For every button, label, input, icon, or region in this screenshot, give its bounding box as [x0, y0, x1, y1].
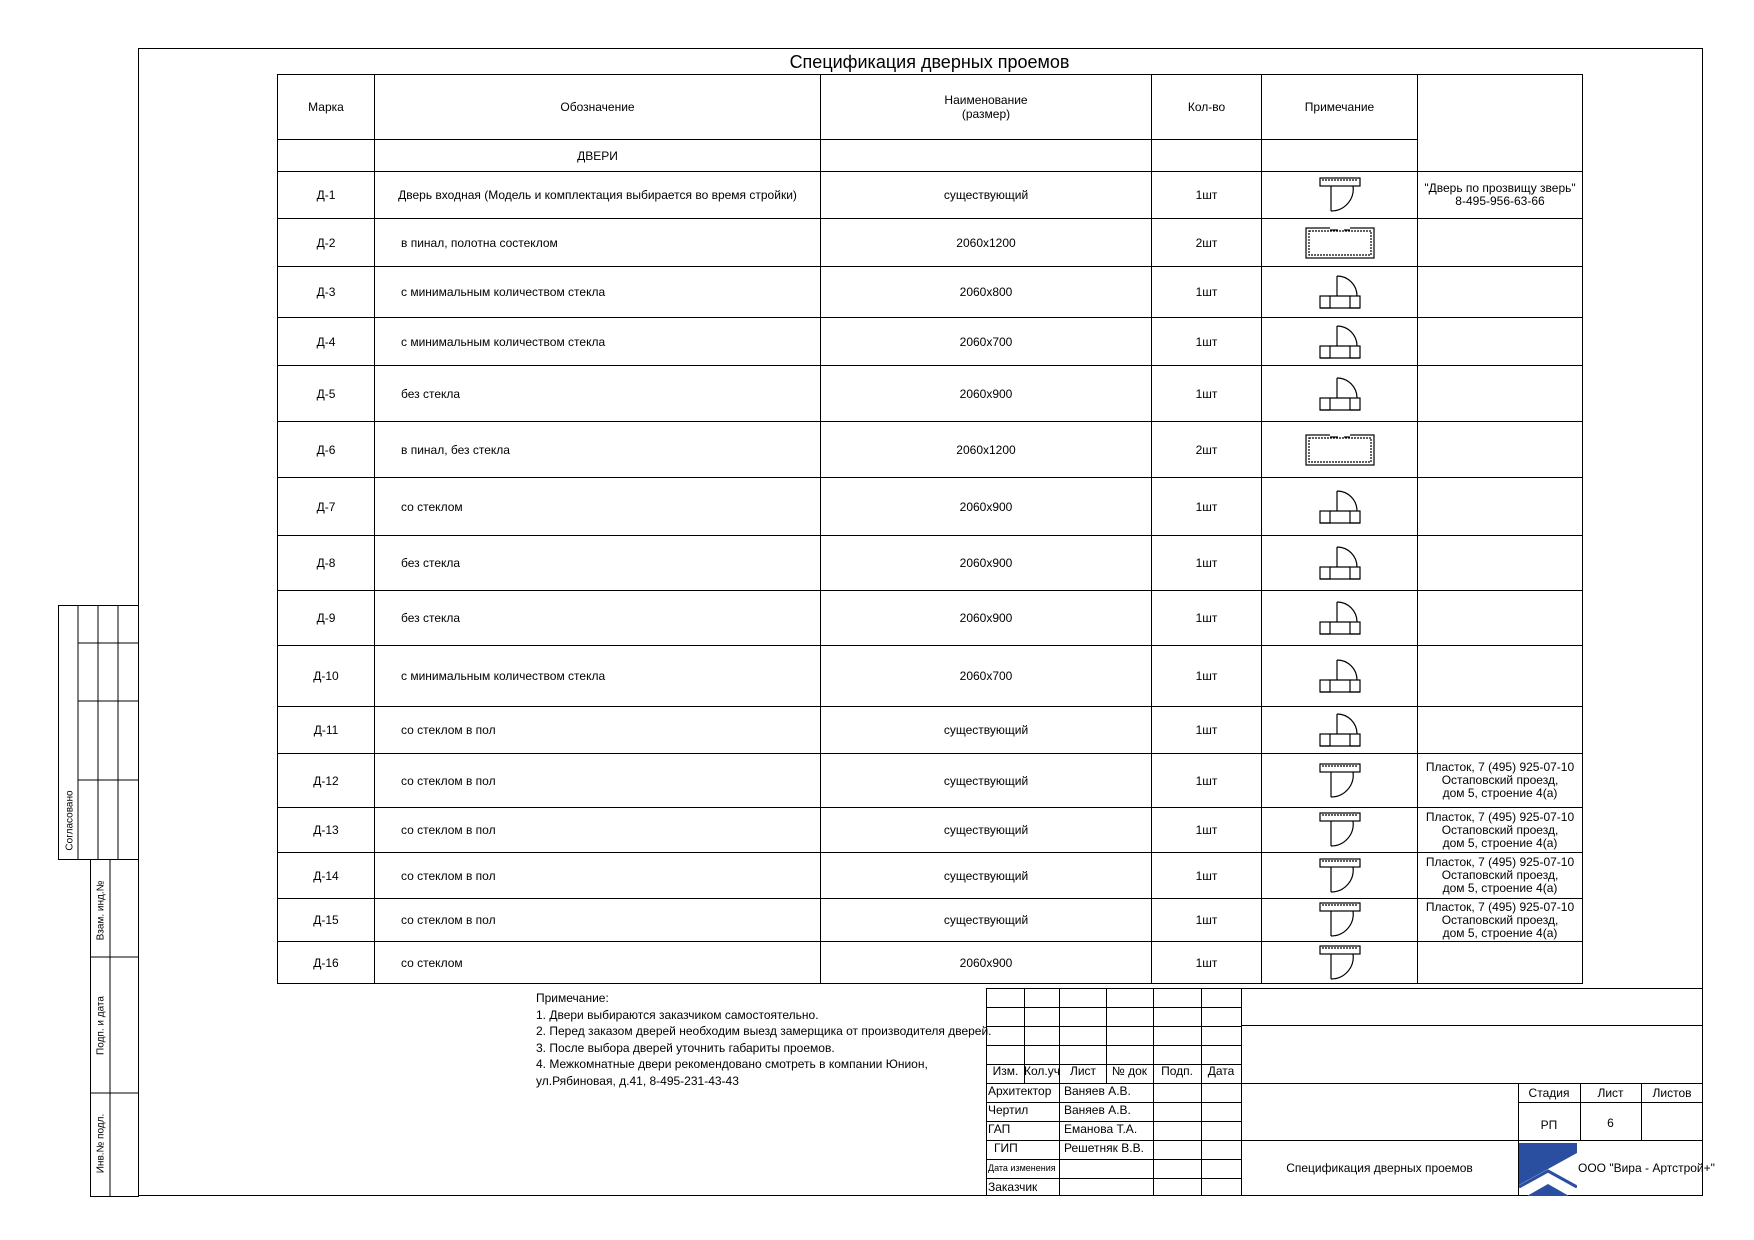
header-note: Примечание — [1262, 75, 1418, 140]
row-size: существующий — [821, 172, 1152, 219]
section-title: ДВЕРИ — [375, 140, 821, 172]
header-mark: Марка — [278, 75, 375, 140]
row-mark: Д-3 — [278, 267, 375, 318]
row-mark: Д-14 — [278, 853, 375, 899]
row-qty: 1шт — [1152, 591, 1262, 646]
row-mark: Д-12 — [278, 754, 375, 808]
row-qty: 1шт — [1152, 754, 1262, 808]
note-item-2: 2. Перед заказом дверей необходим выезд замерщика от производителя дверей. — [536, 1024, 992, 1038]
row-designation: в пинал, полотна состеклом — [375, 219, 821, 267]
header-name-line1: Наименование — [944, 93, 1028, 107]
row-designation: без стекла — [375, 591, 821, 646]
row-designation: с минимальным количеством стекла — [375, 646, 821, 707]
row-designation: со стеклом в пол — [375, 754, 821, 808]
row-note-line: Пласток, 7 (495) 925-07-10 — [1425, 899, 1575, 914]
row-note-line: Пласток, 7 (495) 925-07-10 — [1425, 809, 1575, 824]
row-note-line: Пласток, 7 (495) 925-07-10 — [1425, 760, 1575, 774]
company-name: ООО "Вира - Артстрой+" — [1578, 1161, 1715, 1175]
row-designation: со стеклом — [375, 942, 821, 984]
row-note-line: дом 5, строение 4(а) — [1442, 881, 1558, 895]
col-date: Дата — [1207, 1064, 1235, 1078]
row-mark: Д-5 — [278, 366, 375, 422]
row-note-line: "Дверь по прозвищу зверь" — [1424, 181, 1576, 195]
row-note-line: дом 5, строение 4(а) — [1442, 786, 1558, 800]
row-note-line: Остаповский проезд, — [1441, 773, 1559, 787]
notes-heading: Примечание: — [536, 991, 609, 1005]
row-designation: со стеклом в пол — [375, 899, 821, 942]
role-gip: ГИП — [994, 1141, 1018, 1155]
col-sign: Подп. — [1161, 1064, 1193, 1078]
row-size: существующий — [821, 853, 1152, 899]
row-size: 2060х700 — [821, 318, 1152, 366]
name-gap: Еманова Т.А. — [1064, 1122, 1138, 1136]
row-designation: со стеклом в пол — [375, 853, 821, 899]
name-gip: Решетняк В.В. — [1064, 1141, 1144, 1155]
row-qty: 1шт — [1152, 707, 1262, 754]
row-qty: 2шт — [1152, 219, 1262, 267]
note-item-1: 1. Двери выбираются заказчиком самостоятельно. — [536, 1007, 819, 1022]
row-mark: Д-2 — [278, 219, 375, 267]
col-list: Лист — [1069, 1064, 1097, 1078]
row-designation: Дверь входная (Модель и комплектация выбирается во время стройки) — [375, 172, 821, 219]
sheet-label: Лист — [1597, 1086, 1624, 1100]
row-mark: Д-7 — [278, 478, 375, 536]
role-client: Заказчик — [988, 1180, 1038, 1194]
row-mark: Д-13 — [278, 808, 375, 853]
row-size: 2060х700 — [821, 646, 1152, 707]
row-qty: 1шт — [1152, 808, 1262, 853]
row-size: существующий — [821, 754, 1152, 808]
row-designation: без стекла — [375, 536, 821, 591]
row-mark: Д-4 — [278, 318, 375, 366]
row-size: 2060х900 — [821, 366, 1152, 422]
sheet-value: 6 — [1607, 1116, 1614, 1130]
row-mark: Д-9 — [278, 591, 375, 646]
row-mark: Д-10 — [278, 646, 375, 707]
row-size: 2060х1200 — [821, 219, 1152, 267]
row-qty: 1шт — [1152, 646, 1262, 707]
note-item-5: ул.Рябиновая, д.41, 8-495-231-43-43 — [536, 1073, 739, 1088]
header-qty: Кол-во — [1152, 75, 1262, 140]
col-kol-uch: Кол.уч — [1024, 1064, 1060, 1078]
col-izm: Изм. — [992, 1064, 1019, 1078]
name-architect: Ваняев А.В. — [1064, 1084, 1131, 1098]
row-size: существующий — [821, 707, 1152, 754]
row-size: 2060х900 — [821, 942, 1152, 984]
company-logo-icon — [1519, 1141, 1577, 1196]
row-note-line: 8-495-956-63-66 — [1455, 194, 1545, 208]
row-note-line: Остаповский проезд, — [1441, 912, 1559, 927]
header-designation: Обозначение — [375, 75, 821, 140]
row-qty: 2шт — [1152, 422, 1262, 478]
row-designation: со стеклом в пол — [375, 808, 821, 853]
note-item-3: 3. После выбора дверей уточнить габариты проемов. — [536, 1040, 835, 1055]
row-designation: с минимальным количеством стекла — [375, 318, 821, 366]
role-drafter: Чертил — [988, 1103, 1029, 1117]
stage-value: РП — [1540, 1118, 1558, 1132]
row-mark: Д-15 — [278, 899, 375, 942]
row-size: 2060х800 — [821, 267, 1152, 318]
row-designation: со стеклом — [375, 478, 821, 536]
header-name-line2: (размер) — [961, 107, 1011, 121]
name-drafter: Ваняев А.В. — [1064, 1103, 1131, 1117]
sign-date-label: Подп. и дата — [95, 996, 107, 1055]
row-qty: 1шт — [1152, 172, 1262, 219]
row-qty: 1шт — [1152, 899, 1262, 942]
row-size: 2060х900 — [821, 591, 1152, 646]
row-size: 2060х900 — [821, 478, 1152, 536]
row-qty: 1шт — [1152, 942, 1262, 984]
row-qty: 1шт — [1152, 536, 1262, 591]
row-size: 2060х900 — [821, 536, 1152, 591]
row-note-line: Остаповский проезд, — [1441, 868, 1559, 882]
row-mark: Д-16 — [278, 942, 375, 984]
row-size: существующий — [821, 899, 1152, 942]
row-note-line: дом 5, строение 4(а) — [1442, 925, 1558, 940]
stage-label: Стадия — [1528, 1086, 1570, 1100]
row-qty: 1шт — [1152, 478, 1262, 536]
row-qty: 1шт — [1152, 267, 1262, 318]
drawing-name: Спецификация дверных проемов — [1286, 1161, 1473, 1175]
row-designation: с минимальным количеством стекла — [375, 267, 821, 318]
inv-orig-label: Инв.№ подл. — [95, 1113, 107, 1174]
page-title: Спецификация дверных проемов — [789, 52, 1070, 72]
note-item-4: 4. Межкомнатные двери рекомендовано смотреть в компании Юнион, — [536, 1057, 928, 1071]
row-size: существующий — [821, 808, 1152, 853]
row-note-line: Пласток, 7 (495) 925-07-10 — [1425, 855, 1575, 869]
row-qty: 1шт — [1152, 318, 1262, 366]
row-note-line: дом 5, строение 4(а) — [1442, 835, 1558, 850]
role-gap: ГАП — [988, 1122, 1011, 1136]
agreed-label: Согласовано — [64, 790, 76, 851]
row-designation: без стекла — [375, 366, 821, 422]
row-designation: в пинал, без стекла — [375, 422, 821, 478]
row-note-line: Остаповский проезд, — [1441, 822, 1559, 837]
row-mark: Д-8 — [278, 536, 375, 591]
row-qty: 1шт — [1152, 853, 1262, 899]
row-designation: со стеклом в пол — [375, 707, 821, 754]
role-change-date: Дата изменения — [988, 1163, 1056, 1173]
row-mark: Д-11 — [278, 707, 375, 754]
row-qty: 1шт — [1152, 366, 1262, 422]
row-mark: Д-1 — [278, 172, 375, 219]
row-size: 2060х1200 — [821, 422, 1152, 478]
role-architect: Архитектор — [988, 1084, 1052, 1098]
col-doc: № док — [1111, 1064, 1148, 1078]
row-mark: Д-6 — [278, 422, 375, 478]
inv-replace-label: Взам. инд.№ — [95, 880, 107, 941]
sheets-label: Листов — [1652, 1086, 1692, 1100]
